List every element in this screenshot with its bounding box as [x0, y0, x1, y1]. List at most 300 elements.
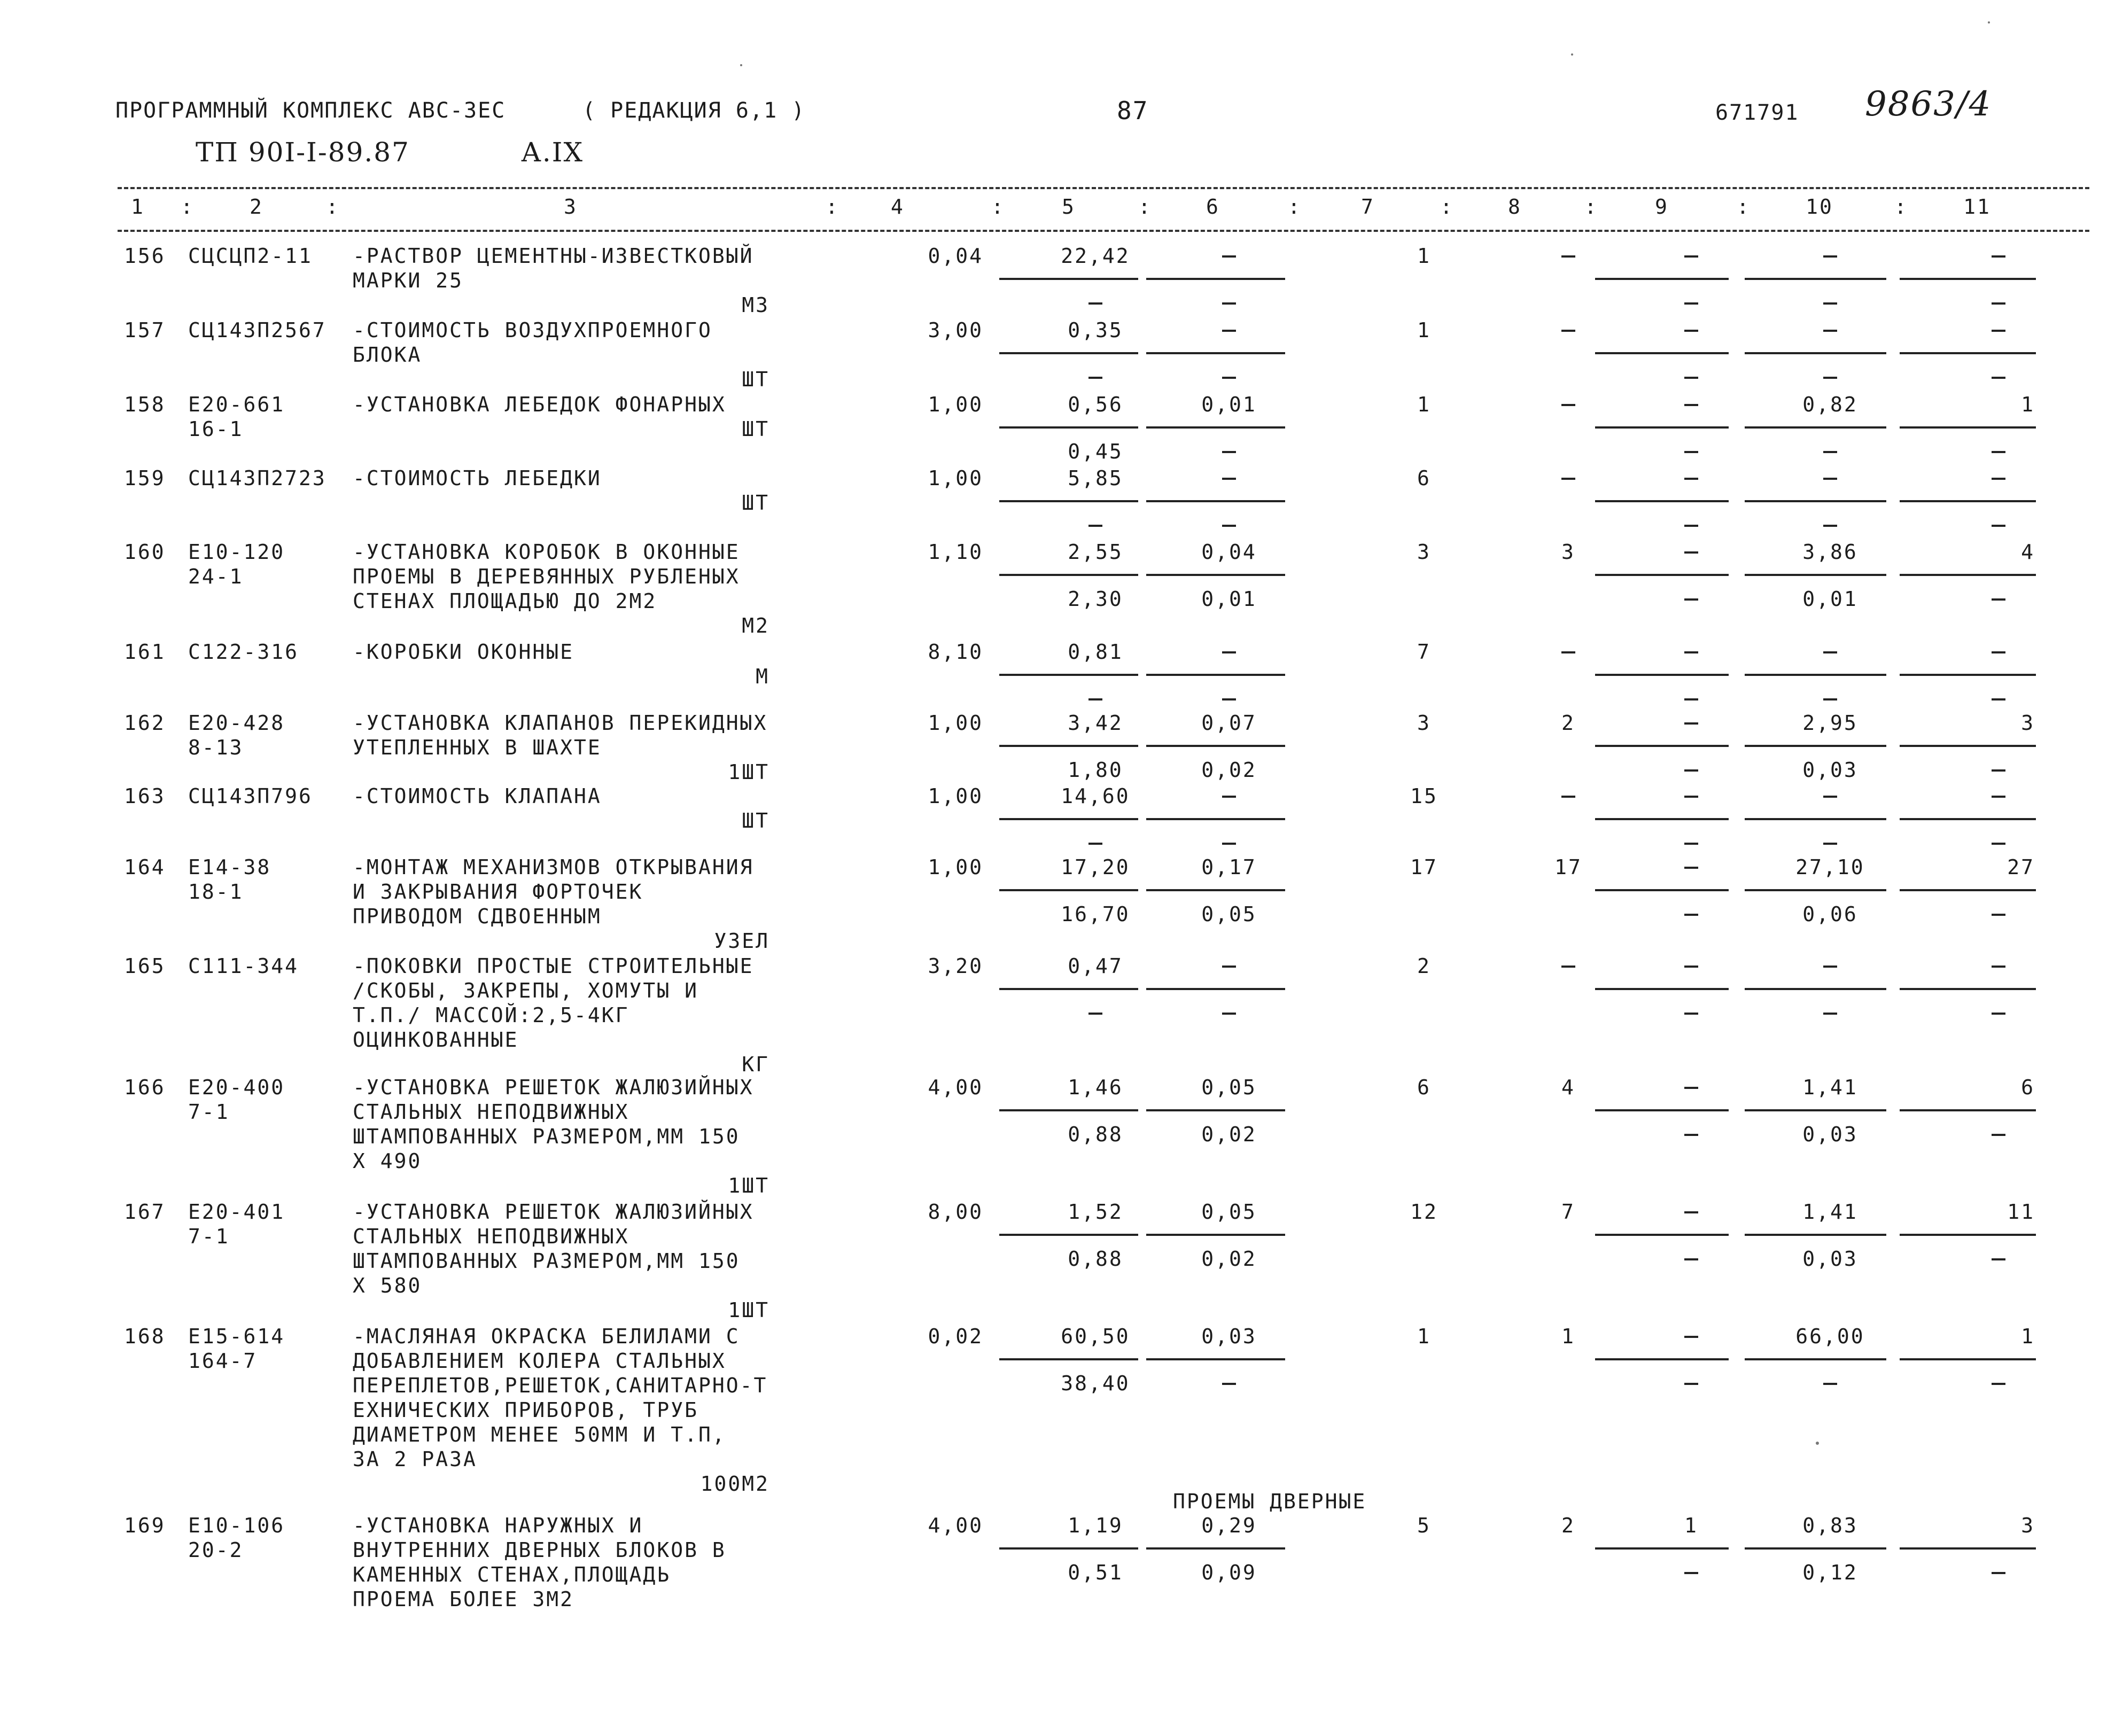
- col10-rule: [1745, 1234, 1886, 1236]
- col11-second: [1992, 598, 2005, 601]
- row-number: 162: [124, 711, 166, 735]
- row-number: 166: [124, 1076, 166, 1099]
- col9-second: [1684, 377, 1698, 379]
- work-description: -РАСТВОР ЦЕМЕНТНЫ-ИЗВЕСТКОВЫЙ: [353, 244, 754, 268]
- work-description: ПРОЕМА БОЛЕЕ 3М2: [353, 1587, 574, 1611]
- col5-value: 1,46: [1068, 1076, 1123, 1099]
- col6-value: [1222, 966, 1236, 968]
- col9-value: [1684, 1336, 1698, 1338]
- col5-value: 0,81: [1068, 640, 1123, 664]
- col10-value: 0,83: [1802, 1514, 1858, 1537]
- col6-rule: [1146, 889, 1285, 891]
- work-description: -УСТАНОВКА КОРОБОК В ОКОННЫЕ: [353, 540, 740, 564]
- col11-rule: [1900, 889, 2036, 891]
- column-number: 10: [1806, 195, 1833, 219]
- col10-rule: [1745, 500, 1886, 502]
- col9-second: [1684, 769, 1698, 772]
- norm-code: 18-1: [188, 880, 244, 904]
- column-number: 9: [1655, 195, 1669, 219]
- col11-value: 11: [2007, 1200, 2035, 1224]
- col10-rule: [1745, 1547, 1886, 1550]
- edition-label: ( РЕДАКЦИЯ 6,1 ): [582, 98, 806, 123]
- col7-value: 15: [1410, 784, 1438, 808]
- col9-value: [1684, 651, 1698, 653]
- col5-value: 0,35: [1068, 318, 1123, 342]
- col9-value: [1684, 551, 1698, 554]
- col6-rule: [1146, 674, 1285, 676]
- col11-second: [1992, 451, 2005, 453]
- col9-rule: [1595, 818, 1729, 820]
- col5-value: 5,85: [1068, 466, 1123, 490]
- col5-rule: [999, 1358, 1138, 1360]
- norm-code: СЦ143П2567: [188, 318, 326, 342]
- col10-rule: [1745, 988, 1886, 990]
- column-separator: :: [1584, 195, 1598, 219]
- col6-second: [1222, 1383, 1236, 1385]
- col9-second: [1684, 1134, 1698, 1136]
- col10-rule: [1745, 352, 1886, 354]
- col10-second: 0,03: [1802, 758, 1858, 782]
- col11-value: 1: [2021, 393, 2035, 416]
- col10-rule: [1745, 674, 1886, 676]
- col11-rule: [1900, 988, 2036, 990]
- col10-value: [1823, 796, 1837, 798]
- col11-value: [1992, 796, 2005, 798]
- col11-rule: [1900, 1109, 2036, 1111]
- section-label: ПРОЕМЫ ДВЕРНЫЕ: [1173, 1490, 1367, 1513]
- work-description: БЛОКА: [353, 343, 422, 367]
- col6-second: 0,05: [1201, 902, 1257, 926]
- col10-rule: [1745, 745, 1886, 747]
- col6-value: [1222, 478, 1236, 480]
- col10-second: [1823, 451, 1837, 453]
- col11-rule: [1900, 818, 2036, 820]
- col6-rule: [1146, 574, 1285, 576]
- col6-value: 0,01: [1201, 393, 1257, 416]
- col5-second: 0,51: [1068, 1561, 1123, 1584]
- col11-second: [1992, 1258, 2005, 1260]
- work-description: -УСТАНОВКА РЕШЕТОК ЖАЛЮЗИЙНЫХ: [353, 1076, 754, 1099]
- col10-second: 0,06: [1802, 902, 1858, 926]
- col11-rule: [1900, 574, 2036, 576]
- col7-value: 17: [1410, 855, 1438, 879]
- norm-code: Е10-106: [188, 1514, 285, 1537]
- unit-of-measure: УЗЕЛ: [714, 929, 769, 953]
- column-separator: :: [1894, 195, 1908, 219]
- norm-code: Е20-400: [188, 1076, 285, 1099]
- col10-second: [1823, 843, 1837, 845]
- column-separator: :: [1288, 195, 1302, 219]
- work-description: -УСТАНОВКА КЛАПАНОВ ПЕРЕКИДНЫХ: [353, 711, 768, 735]
- work-description: -СТОИМОСТЬ ЛЕБЕДКИ: [353, 466, 602, 490]
- col5-rule: [999, 426, 1138, 429]
- unit-of-measure: М3: [742, 293, 769, 317]
- col9-second: [1684, 1013, 1698, 1015]
- col7-value: 2: [1417, 954, 1431, 978]
- work-description: ДИАМЕТРОМ МЕНЕЕ 50ММ И Т.П,: [353, 1423, 726, 1446]
- col9-rule: [1595, 500, 1729, 502]
- col10-rule: [1745, 574, 1886, 576]
- col9-second: [1684, 598, 1698, 601]
- unit-of-measure: КГ: [742, 1053, 769, 1076]
- row-number: 157: [124, 318, 166, 342]
- col6-value: [1222, 651, 1236, 653]
- row-number: 164: [124, 855, 166, 879]
- norm-code: Е10-120: [188, 540, 285, 564]
- col11-second: [1992, 525, 2005, 527]
- col9-rule: [1595, 352, 1729, 354]
- col5-rule: [999, 574, 1138, 576]
- col5-second: 0,45: [1068, 440, 1123, 463]
- column-number: 6: [1206, 195, 1220, 219]
- col9-second: [1684, 1572, 1698, 1574]
- work-description: -СТОИМОСТЬ КЛАПАНА: [353, 784, 602, 808]
- column-number: 8: [1508, 195, 1522, 219]
- work-description: -ПОКОВКИ ПРОСТЫЕ СТРОИТЕЛЬНЫЕ: [353, 954, 754, 978]
- work-description: -УСТАНОВКА РЕШЕТОК ЖАЛЮЗИЙНЫХ: [353, 1200, 754, 1224]
- work-description: ШТАМПОВАННЫХ РАЗМЕРОМ,ММ 150: [353, 1249, 740, 1273]
- work-description: ВНУТРЕННИХ ДВЕРНЫХ БЛОКОВ В: [353, 1538, 726, 1562]
- col11-rule: [1900, 674, 2036, 676]
- row-number: 167: [124, 1200, 166, 1224]
- work-description: КАМЕННЫХ СТЕНАХ,ПЛОЩАДЬ: [353, 1563, 671, 1586]
- col10-value: 1,41: [1802, 1076, 1858, 1099]
- quantity: 1,00: [928, 711, 983, 735]
- col10-value: 1,41: [1802, 1200, 1858, 1224]
- row-number: 158: [124, 393, 166, 416]
- col7-value: 7: [1417, 640, 1431, 664]
- col11-value: 6: [2021, 1076, 2035, 1099]
- col9-value: [1684, 1087, 1698, 1089]
- work-description: СТАЛЬНЫХ НЕПОДВИЖНЫХ: [353, 1225, 629, 1248]
- quantity: 1,00: [928, 466, 983, 490]
- col5-rule: [999, 1234, 1138, 1236]
- col5-second: 38,40: [1061, 1372, 1130, 1395]
- col10-rule: [1745, 1358, 1886, 1360]
- work-description: -МАСЛЯНАЯ ОКРАСКА БЕЛИЛАМИ С: [353, 1325, 740, 1348]
- column-number: 1: [131, 195, 145, 219]
- col6-rule: [1146, 988, 1285, 990]
- col10-second: [1823, 1013, 1837, 1015]
- col5-value: 22,42: [1061, 244, 1130, 268]
- column-number: 7: [1361, 195, 1375, 219]
- col11-value: 1: [2021, 1325, 2035, 1348]
- column-number: 2: [250, 195, 263, 219]
- unit-of-measure: 1ШТ: [728, 760, 769, 784]
- norm-code: С122-316: [188, 640, 299, 664]
- col9-rule: [1595, 889, 1729, 891]
- col11-rule: [1900, 352, 2036, 354]
- col6-rule: [1146, 1358, 1285, 1360]
- col9-second: [1684, 302, 1698, 305]
- work-description: ДОБАВЛЕНИЕМ КОЛЕРА СТАЛЬНЫХ: [353, 1349, 726, 1373]
- col9-rule: [1595, 1109, 1729, 1111]
- column-separator: :: [826, 195, 839, 219]
- quantity: 1,00: [928, 393, 983, 416]
- scan-speck: [1571, 53, 1573, 56]
- col5-rule: [999, 674, 1138, 676]
- col9-second: [1684, 1258, 1698, 1260]
- col6-value: 0,07: [1201, 711, 1257, 735]
- col6-rule: [1146, 278, 1285, 280]
- work-description: ЕХНИЧЕСКИХ ПРИБОРОВ, ТРУБ: [353, 1398, 698, 1422]
- col8-value: 17: [1554, 855, 1582, 879]
- norm-code: 20-2: [188, 1538, 244, 1562]
- col10-second: [1823, 1383, 1837, 1385]
- norm-code: 7-1: [188, 1100, 230, 1124]
- quantity: 3,00: [928, 318, 983, 342]
- col11-second: [1992, 1134, 2005, 1136]
- work-description: СТАЛЬНЫХ НЕПОДВИЖНЫХ: [353, 1100, 629, 1124]
- col10-value: 0,82: [1802, 393, 1858, 416]
- col11-value: [1992, 651, 2005, 653]
- quantity: 1,00: [928, 784, 983, 808]
- col5-second: [1088, 302, 1102, 305]
- col11-rule: [1900, 1234, 2036, 1236]
- col10-second: 0,12: [1802, 1561, 1858, 1584]
- col9-value: [1684, 255, 1698, 258]
- col10-second: [1823, 698, 1837, 700]
- col11-second: [1992, 1572, 2005, 1574]
- work-description: -УСТАНОВКА ЛЕБЕДОК ФОНАРНЫХ: [353, 393, 726, 416]
- col9-value: [1684, 796, 1698, 798]
- col9-value: [1684, 330, 1698, 332]
- col5-rule: [999, 352, 1138, 354]
- norm-code: 24-1: [188, 565, 244, 588]
- page-number: 87: [1117, 96, 1149, 125]
- col6-rule: [1146, 745, 1285, 747]
- col8-value: 3: [1561, 540, 1575, 564]
- scan-speck: [1816, 1442, 1819, 1445]
- col8-value: [1561, 255, 1575, 258]
- row-number: 165: [124, 954, 166, 978]
- col5-second: 2,30: [1068, 587, 1123, 611]
- quantity: 0,02: [928, 1325, 983, 1348]
- col5-rule: [999, 818, 1138, 820]
- col5-value: 14,60: [1061, 784, 1130, 808]
- col6-second: 0,02: [1201, 1123, 1257, 1146]
- col6-rule: [1146, 352, 1285, 354]
- col7-value: 1: [1417, 244, 1431, 268]
- col8-value: 2: [1561, 1514, 1575, 1537]
- col10-value: [1823, 478, 1837, 480]
- col9-rule: [1595, 1234, 1729, 1236]
- column-number: 4: [891, 195, 905, 219]
- program-title: ПРОГРАММНЫЙ КОМПЛЕКС АВС-3ЕС: [115, 98, 506, 123]
- header-rule-bottom: [118, 230, 2089, 232]
- work-description: -СТОИМОСТЬ ВОЗДУХПРОЕМНОГО: [353, 318, 712, 342]
- col10-value: 27,10: [1795, 855, 1865, 879]
- row-number: 160: [124, 540, 166, 564]
- work-description: СТЕНАХ ПЛОЩАДЬЮ ДО 2М2: [353, 589, 657, 613]
- col11-value: 27: [2007, 855, 2035, 879]
- row-number: 168: [124, 1325, 166, 1348]
- work-description: ПЕРЕПЛЕТОВ,РЕШЕТОК,САНИТАРНО-Т: [353, 1374, 768, 1397]
- col5-rule: [999, 1109, 1138, 1111]
- col10-rule: [1745, 1109, 1886, 1111]
- norm-code: Е20-661: [188, 393, 285, 416]
- col5-second: [1088, 377, 1102, 379]
- norm-code: Е20-401: [188, 1200, 285, 1224]
- unit-of-measure: 1ШТ: [728, 1174, 769, 1197]
- quantity: 0,04: [928, 244, 983, 268]
- col6-value: 0,05: [1201, 1200, 1257, 1224]
- unit-of-measure: ШТ: [742, 417, 769, 441]
- col9-value: [1684, 478, 1698, 480]
- col6-value: [1222, 330, 1236, 332]
- work-description: /СКОБЫ, ЗАКРЕПЫ, ХОМУТЫ И: [353, 979, 698, 1002]
- work-description: Х 490: [353, 1149, 422, 1173]
- norm-code: 164-7: [188, 1349, 258, 1373]
- col10-second: [1823, 377, 1837, 379]
- work-description: И ЗАКРЫВАНИЯ ФОРТОЧЕК: [353, 880, 643, 904]
- norm-code: СЦСЦП2-11: [188, 244, 313, 268]
- work-description: ПРИВОДОМ СДВОЕННЫМ: [353, 905, 602, 928]
- row-number: 169: [124, 1514, 166, 1537]
- col9-value: [1684, 1211, 1698, 1213]
- work-description: -МОНТАЖ МЕХАНИЗМОВ ОТКРЫВАНИЯ: [353, 855, 754, 879]
- col5-second: [1088, 698, 1102, 700]
- quantity: 1,00: [928, 855, 983, 879]
- col11-second: [1992, 377, 2005, 379]
- col10-value: 3,86: [1802, 540, 1858, 564]
- col6-value: 0,17: [1201, 855, 1257, 879]
- col9-rule: [1595, 745, 1729, 747]
- col6-second: [1222, 377, 1236, 379]
- project-number: ТП 90I-I-89.87: [196, 137, 410, 168]
- work-description: Т.П./ МАССОЙ:2,5-4КГ: [353, 1003, 629, 1027]
- col11-rule: [1900, 500, 2036, 502]
- col6-second: 0,01: [1201, 587, 1257, 611]
- col11-rule: [1900, 1358, 2036, 1360]
- column-separator: :: [181, 195, 195, 219]
- col10-rule: [1745, 889, 1886, 891]
- col5-value: 17,20: [1061, 855, 1130, 879]
- work-description: ПРОЕМЫ В ДЕРЕВЯННЫХ РУБЛЕНЫХ: [353, 565, 740, 588]
- col5-second: [1088, 843, 1102, 845]
- col9-value: [1684, 404, 1698, 406]
- col11-rule: [1900, 278, 2036, 280]
- work-description: ШТАМПОВАННЫХ РАЗМЕРОМ,ММ 150: [353, 1125, 740, 1148]
- col8-value: 4: [1561, 1076, 1575, 1099]
- col11-second: [1992, 302, 2005, 305]
- column-number: 11: [1963, 195, 1991, 219]
- col11-value: 4: [2021, 540, 2035, 564]
- col8-value: 1: [1561, 1325, 1575, 1348]
- col6-rule: [1146, 426, 1285, 429]
- norm-code: 16-1: [188, 417, 244, 441]
- col10-value: [1823, 255, 1837, 258]
- col6-value: 0,03: [1201, 1325, 1257, 1348]
- col10-second: [1823, 525, 1837, 527]
- norm-code: СЦ143П796: [188, 784, 313, 808]
- col5-value: 0,56: [1068, 393, 1123, 416]
- quantity: 8,00: [928, 1200, 983, 1224]
- col7-value: 1: [1417, 1325, 1431, 1348]
- col8-value: [1561, 966, 1575, 968]
- col9-second: [1684, 451, 1698, 453]
- unit-of-measure: ШТ: [742, 809, 769, 832]
- col9-second: [1684, 843, 1698, 845]
- row-number: 156: [124, 244, 166, 268]
- col9-rule: [1595, 988, 1729, 990]
- norm-code: СЦ143П2723: [188, 466, 326, 490]
- col9-second: [1684, 914, 1698, 916]
- work-description: ОЦИНКОВАННЫЕ: [353, 1028, 519, 1052]
- col6-rule: [1146, 1109, 1285, 1111]
- column-separator: :: [1737, 195, 1751, 219]
- column-number: 3: [564, 195, 578, 219]
- archive-number: 9863/4: [1865, 84, 1992, 124]
- col11-second: [1992, 914, 2005, 916]
- col10-second: [1823, 302, 1837, 305]
- col6-second: 0,02: [1201, 758, 1257, 782]
- col9-value: [1684, 966, 1698, 968]
- quantity: 4,00: [928, 1514, 983, 1537]
- col8-value: [1561, 330, 1575, 332]
- col10-value: [1823, 330, 1837, 332]
- col9-rule: [1595, 674, 1729, 676]
- col6-second: [1222, 451, 1236, 453]
- col6-value: 0,29: [1201, 1514, 1257, 1537]
- col6-second: 0,02: [1201, 1247, 1257, 1271]
- col5-rule: [999, 988, 1138, 990]
- col6-value: 0,05: [1201, 1076, 1257, 1099]
- norm-code: Е20-428: [188, 711, 285, 735]
- col11-value: [1992, 330, 2005, 332]
- col5-value: 1,19: [1068, 1514, 1123, 1537]
- col11-value: 3: [2021, 711, 2035, 735]
- scan-speck: [740, 64, 742, 66]
- col9-rule: [1595, 1547, 1729, 1550]
- col5-value: 1,52: [1068, 1200, 1123, 1224]
- work-description: УТЕПЛЕННЫХ В ШАХТЕ: [353, 736, 602, 759]
- norm-code: С111-344: [188, 954, 299, 978]
- col8-value: 2: [1561, 711, 1575, 735]
- norm-code: Е15-614: [188, 1325, 285, 1348]
- col11-rule: [1900, 426, 2036, 429]
- col10-rule: [1745, 278, 1886, 280]
- row-number: 163: [124, 784, 166, 808]
- col10-second: 0,03: [1802, 1247, 1858, 1271]
- col6-second: [1222, 1013, 1236, 1015]
- col5-rule: [999, 745, 1138, 747]
- col6-value: [1222, 255, 1236, 258]
- col11-value: 3: [2021, 1514, 2035, 1537]
- col5-value: 3,42: [1068, 711, 1123, 735]
- col10-rule: [1745, 426, 1886, 429]
- col10-value: [1823, 966, 1837, 968]
- quantity: 1,10: [928, 540, 983, 564]
- col11-rule: [1900, 745, 2036, 747]
- col8-value: [1561, 651, 1575, 653]
- col5-value: 60,50: [1061, 1325, 1130, 1348]
- scan-speck: [1988, 21, 1990, 24]
- col5-rule: [999, 500, 1138, 502]
- col6-rule: [1146, 1547, 1285, 1550]
- col5-rule: [999, 1547, 1138, 1550]
- unit-of-measure: ШТ: [742, 368, 769, 391]
- row-number: 159: [124, 466, 166, 490]
- col10-rule: [1745, 818, 1886, 820]
- col8-value: 7: [1561, 1200, 1575, 1224]
- col9-value: [1684, 722, 1698, 725]
- col8-value: [1561, 478, 1575, 480]
- col5-second: 0,88: [1068, 1247, 1123, 1271]
- col7-value: 6: [1417, 466, 1431, 490]
- unit-of-measure: 100М2: [700, 1472, 769, 1496]
- col6-second: [1222, 302, 1236, 305]
